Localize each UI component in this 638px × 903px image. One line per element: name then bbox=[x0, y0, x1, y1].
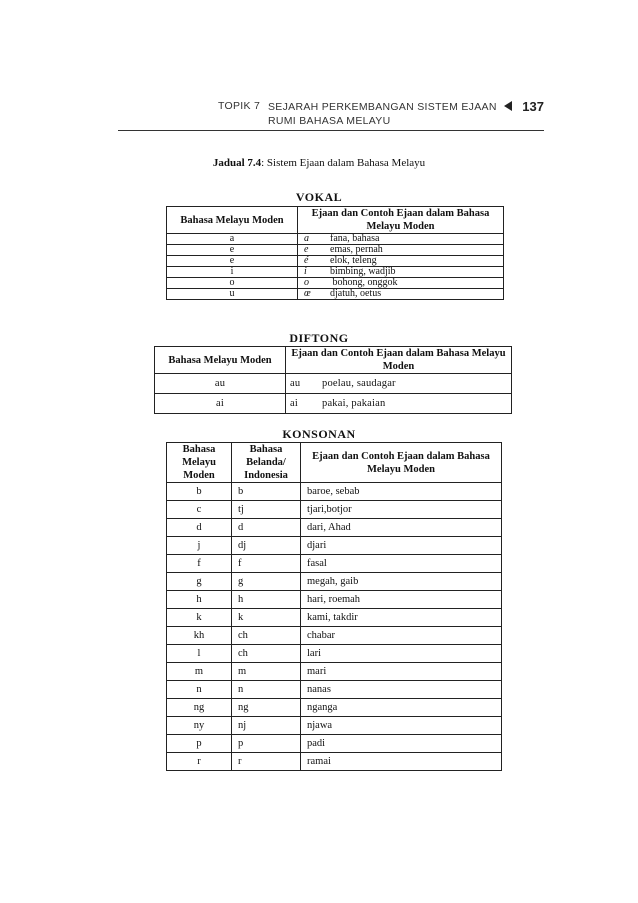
konsonan-dutch-cell: r bbox=[232, 753, 301, 771]
vokal-symbol: é bbox=[304, 255, 309, 266]
table-row bbox=[167, 483, 502, 501]
diftong-modern-cell: ai bbox=[155, 394, 286, 414]
konsonan-modern-cell: ng bbox=[167, 699, 232, 717]
vokal-example-cell bbox=[298, 234, 504, 245]
table-row bbox=[155, 394, 512, 414]
table-row bbox=[167, 256, 504, 267]
konsonan-modern-cell: b bbox=[167, 483, 232, 501]
page-header bbox=[218, 100, 544, 134]
triangle-left-icon bbox=[504, 101, 512, 111]
vokal-example: bimbing, wadjib bbox=[330, 266, 396, 277]
vokal-modern-cell: a bbox=[167, 234, 298, 245]
konsonan-example-cell: nganga bbox=[301, 699, 502, 717]
table-row bbox=[167, 519, 502, 537]
diftong-table bbox=[154, 346, 512, 414]
table-row bbox=[167, 573, 502, 591]
konsonan-dutch-cell: f bbox=[232, 555, 301, 573]
vokal-example-cell bbox=[298, 256, 504, 267]
vokal-modern-cell: i bbox=[167, 267, 298, 278]
topic-label: TOPIK 7 bbox=[218, 100, 261, 112]
vokal-symbol: œ bbox=[304, 288, 311, 299]
konsonan-dutch-cell: b bbox=[232, 483, 301, 501]
diftong-example: pakai, pakaian bbox=[322, 398, 386, 409]
konsonan-example-cell: chabar bbox=[301, 627, 502, 645]
konsonan-example-cell: mari bbox=[301, 663, 502, 681]
konsonan-table bbox=[166, 442, 502, 771]
table-row bbox=[155, 374, 512, 394]
konsonan-dutch-cell: n bbox=[232, 681, 301, 699]
konsonan-example-cell: padi bbox=[301, 735, 502, 753]
konsonan-modern-cell: l bbox=[167, 645, 232, 663]
konsonan-modern-cell: c bbox=[167, 501, 232, 519]
konsonan-example-cell: njawa bbox=[301, 717, 502, 735]
konsonan-example-cell: megah, gaib bbox=[301, 573, 502, 591]
konsonan-body bbox=[167, 483, 502, 771]
diftong-example: poelau, saudagar bbox=[322, 378, 396, 389]
table-row bbox=[167, 278, 504, 289]
table-row bbox=[167, 627, 502, 645]
caption-label: Jadual 7.4 bbox=[212, 157, 262, 169]
konsonan-modern-cell: p bbox=[167, 735, 232, 753]
vokal-symbol: a bbox=[304, 233, 309, 244]
diftong-header-example: Ejaan dan Contoh Ejaan dalam Bahasa Melayu Moden bbox=[286, 347, 512, 374]
konsonan-dutch-cell: nj bbox=[232, 717, 301, 735]
konsonan-modern-cell: f bbox=[167, 555, 232, 573]
vokal-example: djatuh, oetus bbox=[330, 288, 382, 299]
header-rule bbox=[118, 130, 544, 131]
vokal-modern-cell: u bbox=[167, 289, 298, 300]
vokal-symbol: e bbox=[304, 244, 309, 255]
konsonan-modern-cell: h bbox=[167, 591, 232, 609]
vokal-header-modern: Bahasa Melayu Moden bbox=[167, 207, 298, 234]
table-row bbox=[167, 501, 502, 519]
diftong-title: DIFTONG bbox=[289, 331, 349, 345]
vokal-symbol: i bbox=[304, 266, 307, 277]
vokal-example: fana, bahasa bbox=[330, 233, 380, 244]
konsonan-example-cell: lari bbox=[301, 645, 502, 663]
konsonan-modern-cell: kh bbox=[167, 627, 232, 645]
vokal-title: VOKAL bbox=[295, 190, 343, 204]
konsonan-example-cell: nanas bbox=[301, 681, 502, 699]
caption-text: : Sistem Ejaan dalam Bahasa Melayu bbox=[261, 157, 426, 169]
diftong-header-modern: Bahasa Melayu Moden bbox=[155, 347, 286, 374]
vokal-header-example: Ejaan dan Contoh Ejaan dalam Bahasa Melayu Moden bbox=[298, 207, 504, 234]
konsonan-example-cell: hari, roemah bbox=[301, 591, 502, 609]
konsonan-modern-cell: n bbox=[167, 681, 232, 699]
konsonan-header-example: Ejaan dan Contoh Ejaan dalam Bahasa Melayu Moden bbox=[301, 443, 502, 483]
diftong-example-cell bbox=[286, 394, 512, 414]
konsonan-title: KONSONAN bbox=[282, 427, 356, 441]
vokal-example: elok, teleng bbox=[330, 255, 377, 266]
vokal-symbol: o bbox=[304, 277, 309, 288]
konsonan-dutch-cell: h bbox=[232, 591, 301, 609]
konsonan-dutch-cell: tj bbox=[232, 501, 301, 519]
table-row bbox=[167, 699, 502, 717]
vokal-example: emas, pernah bbox=[330, 244, 383, 255]
konsonan-modern-cell: m bbox=[167, 663, 232, 681]
diftong-body bbox=[155, 374, 512, 414]
konsonan-example-cell: ramai bbox=[301, 753, 502, 771]
konsonan-modern-cell: ny bbox=[167, 717, 232, 735]
vokal-example-cell bbox=[298, 267, 504, 278]
vokal-modern-cell: o bbox=[167, 278, 298, 289]
vokal-modern-cell: e bbox=[167, 245, 298, 256]
konsonan-modern-cell: j bbox=[167, 537, 232, 555]
konsonan-dutch-cell: k bbox=[232, 609, 301, 627]
table-row bbox=[167, 681, 502, 699]
table-row bbox=[167, 717, 502, 735]
vokal-example: bohong, onggok bbox=[330, 277, 398, 288]
table-row bbox=[167, 591, 502, 609]
konsonan-header-modern: Bahasa Melayu Moden bbox=[167, 443, 232, 483]
table-row bbox=[167, 245, 504, 256]
vokal-example-cell bbox=[298, 245, 504, 256]
konsonan-dutch-cell: p bbox=[232, 735, 301, 753]
table-caption bbox=[0, 157, 638, 169]
diftong-modern-cell: au bbox=[155, 374, 286, 394]
table-row bbox=[167, 663, 502, 681]
diftong-symbol: au bbox=[290, 378, 301, 389]
konsonan-modern-cell: d bbox=[167, 519, 232, 537]
konsonan-dutch-cell: ch bbox=[232, 645, 301, 663]
table-row bbox=[167, 537, 502, 555]
chapter-title: SEJARAH PERKEMBANGAN SISTEM EJAAN RUMI BAHASA MELAYU bbox=[268, 101, 497, 127]
table-row bbox=[167, 234, 504, 245]
konsonan-modern-cell: g bbox=[167, 573, 232, 591]
diftong-example-cell bbox=[286, 374, 512, 394]
konsonan-example-cell: baroe, sebab bbox=[301, 483, 502, 501]
konsonan-example-cell: djari bbox=[301, 537, 502, 555]
table-row bbox=[167, 555, 502, 573]
konsonan-dutch-cell: dj bbox=[232, 537, 301, 555]
konsonan-dutch-cell: ch bbox=[232, 627, 301, 645]
table-row bbox=[167, 267, 504, 278]
konsonan-dutch-cell: d bbox=[232, 519, 301, 537]
konsonan-modern-cell: k bbox=[167, 609, 232, 627]
table-row bbox=[167, 753, 502, 771]
vokal-body bbox=[167, 234, 504, 300]
table-row bbox=[167, 609, 502, 627]
konsonan-example-cell: tjari,botjor bbox=[301, 501, 502, 519]
table-row bbox=[167, 289, 504, 300]
konsonan-dutch-cell: m bbox=[232, 663, 301, 681]
table-row bbox=[167, 645, 502, 663]
konsonan-modern-cell: r bbox=[167, 753, 232, 771]
konsonan-example-cell: dari, Ahad bbox=[301, 519, 502, 537]
diftong-symbol: ai bbox=[290, 398, 298, 409]
konsonan-dutch-cell: ng bbox=[232, 699, 301, 717]
konsonan-header-dutch: Bahasa Belanda/ Indonesia bbox=[232, 443, 301, 483]
konsonan-example-cell: fasal bbox=[301, 555, 502, 573]
konsonan-example-cell: kami, takdir bbox=[301, 609, 502, 627]
vokal-example-cell bbox=[298, 289, 504, 300]
vokal-example-cell bbox=[298, 278, 504, 289]
page-number: 137 bbox=[522, 99, 544, 114]
vokal-table bbox=[166, 206, 504, 300]
table-row bbox=[167, 735, 502, 753]
konsonan-dutch-cell: g bbox=[232, 573, 301, 591]
vokal-modern-cell: e bbox=[167, 256, 298, 267]
